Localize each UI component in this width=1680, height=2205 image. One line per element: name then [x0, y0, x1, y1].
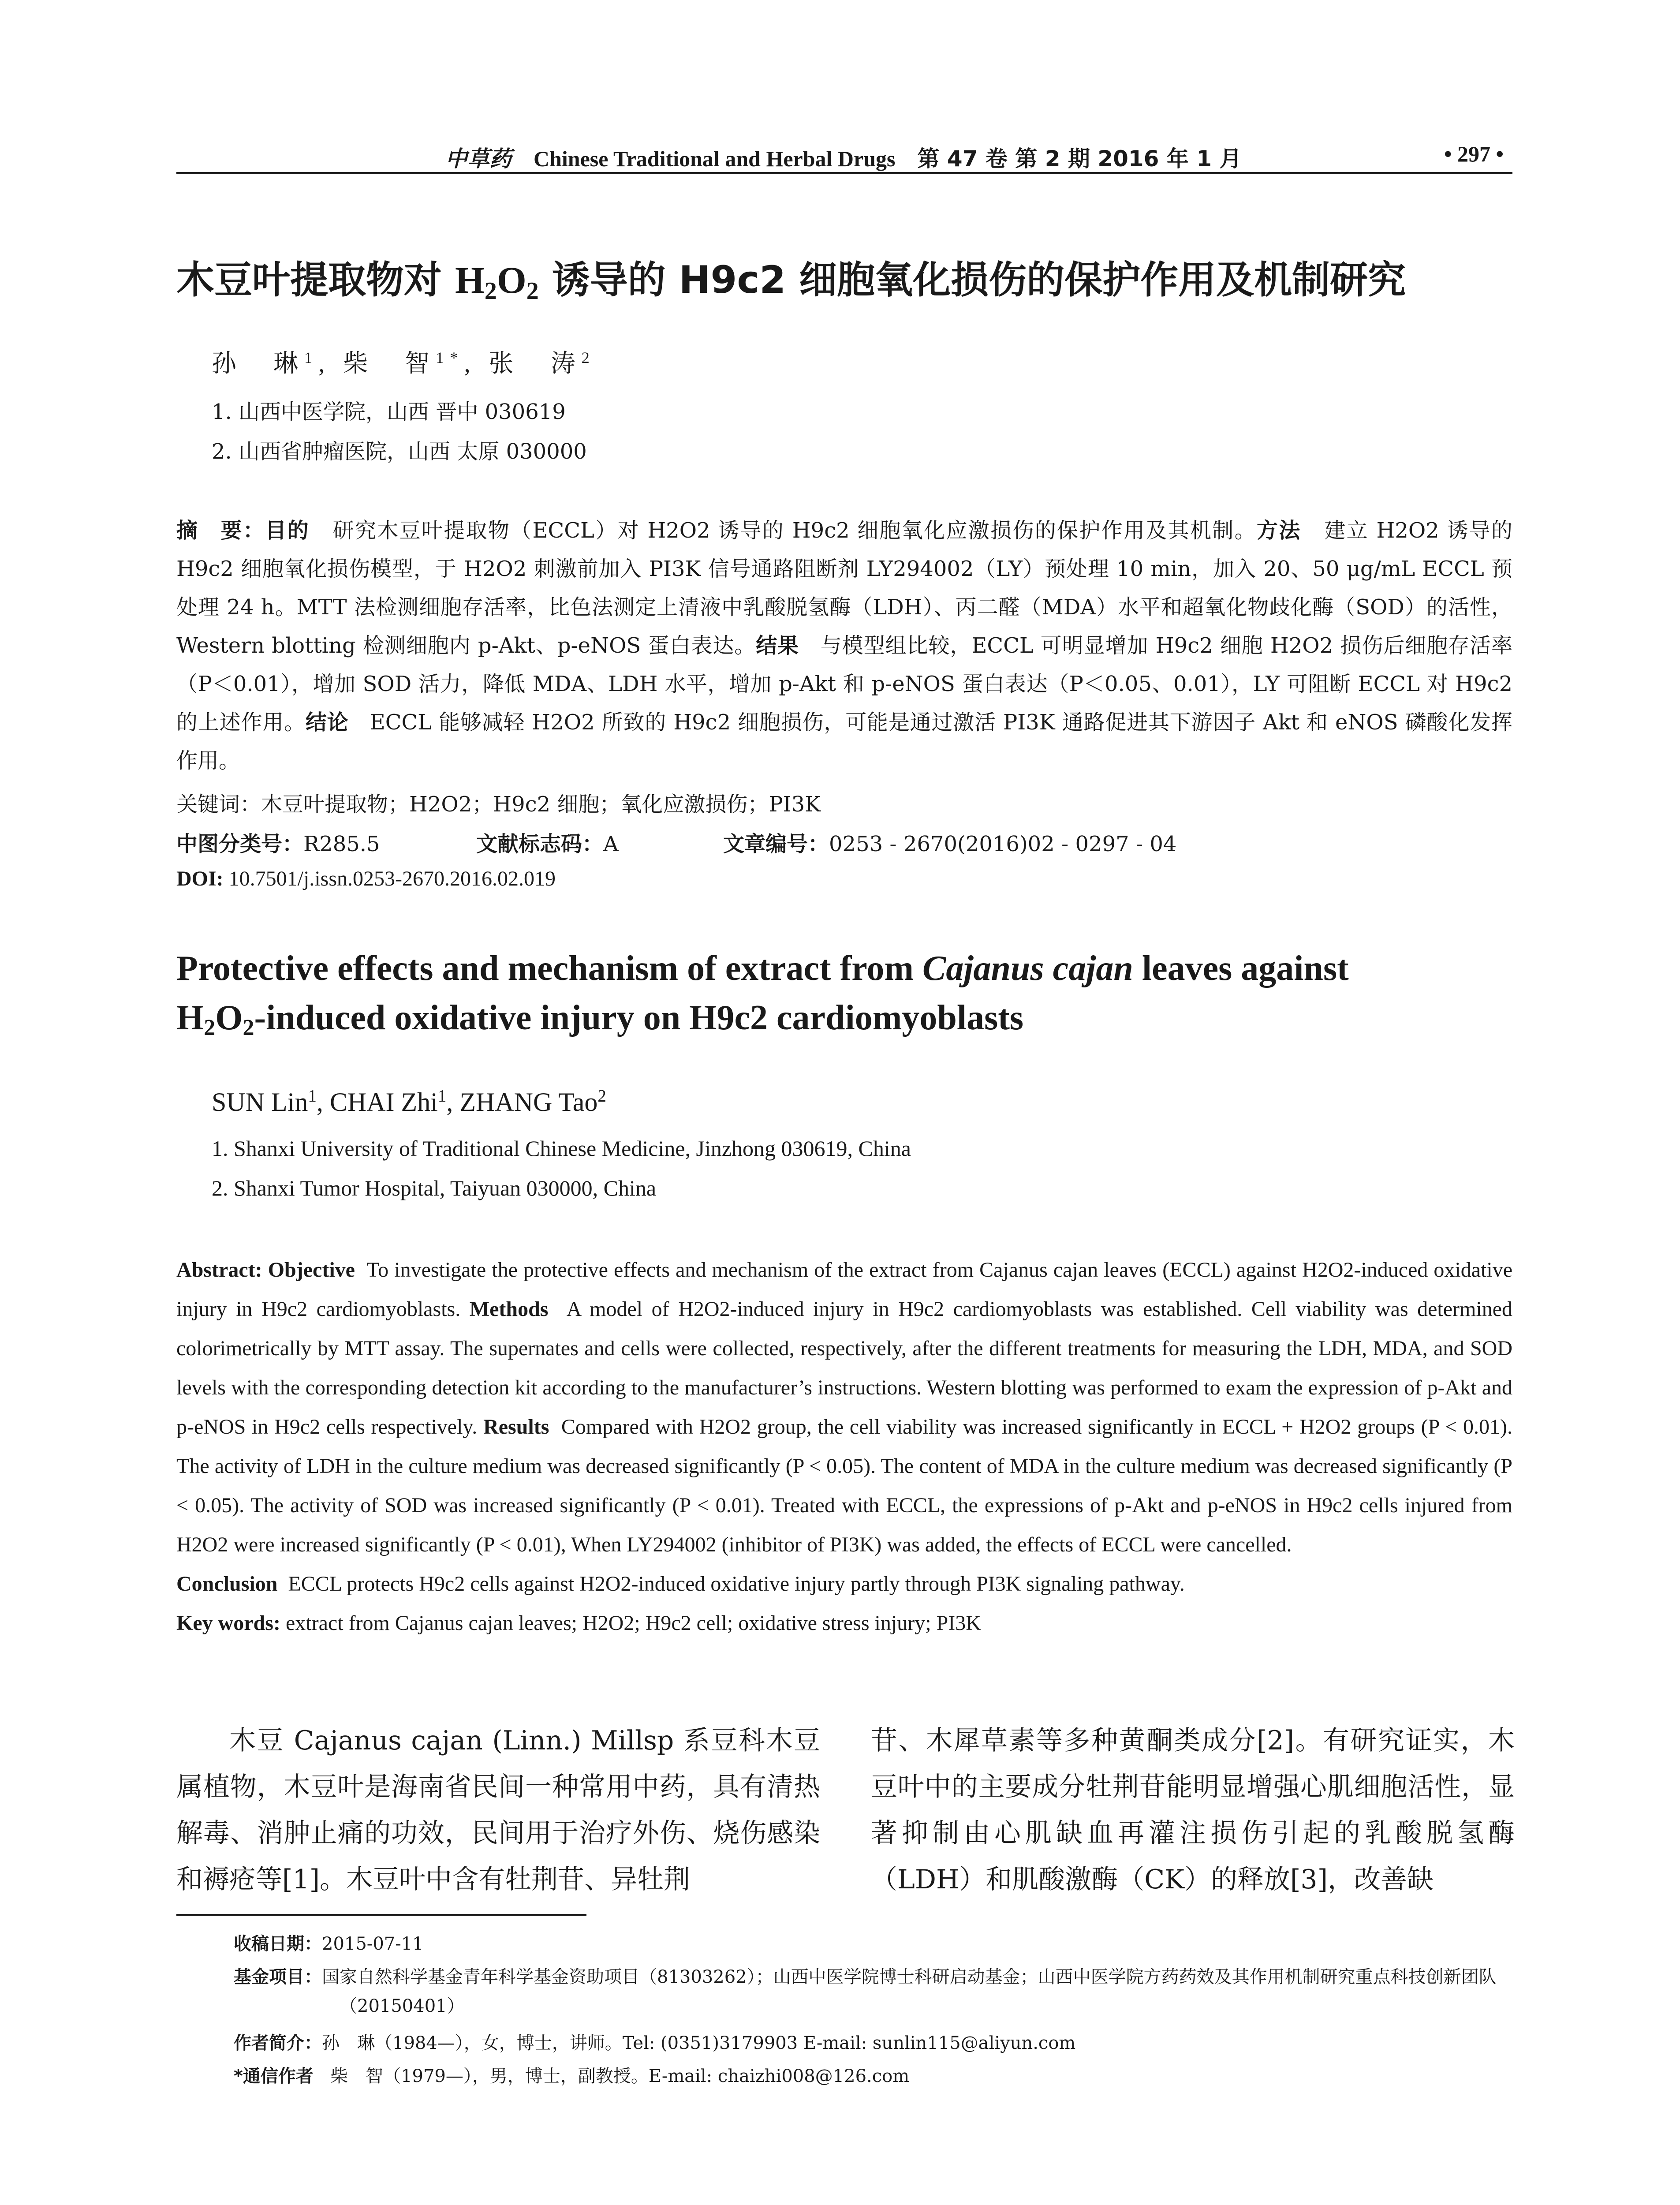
- doc-code-label: 文献标志码：: [476, 832, 604, 856]
- footnote-corresponding: [234, 2062, 1512, 2091]
- en-results-label: Results: [483, 1415, 549, 1439]
- en-methods-label: Methods: [469, 1297, 549, 1321]
- en-affiliation-1: 1. Shanxi University of Traditional Chinese Medicine, Jinzhong 030619, China: [212, 1136, 911, 1161]
- en-methods-text: A model of H2O2-induced injury in H9c2 cardiomyoblasts was established. Cell viability was determined colorimetrically by MTT assay. The supernates and cells were collected, respectively, after the different treatments for measuring the LDH, MDA, and SOD levels with the corresponding detection kit according to the manufacturer’s instructions. Western blotting was performed to exam the expression of p-Akt and p-eNOS in H9c2 cells respectively.: [176, 1297, 1513, 1439]
- page-number: • 297 •: [1444, 142, 1504, 166]
- journal-en-name: Chinese Traditional and Herbal Drugs: [534, 146, 896, 171]
- en-keywords-text: extract from Cajanus cajan leaves; H2O2; H9c2 cell; oxidative stress injury; PI3K: [285, 1611, 981, 1635]
- cn-title-part-a: 木豆叶提取物对: [176, 258, 455, 302]
- cn-keywords-label: 关键词：: [176, 792, 261, 817]
- cn-author-1-sup: 1: [304, 348, 319, 366]
- en-affiliation-2: 2. Shanxi Tumor Hospital, Taiyuan 030000, China: [212, 1176, 657, 1200]
- body-column-1: 木豆 Cajanus cajan (Linn.) Millsp 系豆科木豆属植物，木豆叶是海南省民间一种常用中药，具有清热解毒、消肿止痛的功效，民间用于治疗外伤、烧伤感染和褥疮等[1]。木豆叶中含有牡荆苷、异牡荆: [176, 1725, 820, 1895]
- cn-conclusion-label: 结论: [305, 710, 349, 735]
- doi-value: 10.7501/j.issn.0253-2670.2016.02.019: [228, 867, 556, 890]
- article-no-value: 0253 - 2670(2016)02 - 0297 - 04: [829, 832, 1177, 856]
- doi-line: [176, 867, 556, 891]
- cn-keywords-text: 木豆叶提取物；H2O2；H9c2 细胞；氧化应激损伤；PI3K: [261, 792, 821, 817]
- article-no-label: 文章编号：: [723, 832, 829, 856]
- doc-code-value: A: [603, 832, 619, 856]
- en-title-line2: -induced oxidative injury on H9c2 cardiomyoblasts: [254, 998, 1023, 1037]
- body-column-2: 苷、木犀草素等多种黄酮类成分[2]。有研究证实，木豆叶中的主要成分牡荆苷能明显增强心肌细胞活性，显著抑制由心肌缺血再灌注损伤引起的乳酸脱氢酶（LDH）和肌酸激酶（CK）的释放[3]，改善缺: [871, 1725, 1515, 1895]
- en-objective-text: To investigate the protective effects and mechanism of the extract from Cajanus cajan leaves (ECCL) against H2O2-induced oxidative injury in H9c2 cardiomyoblasts.: [176, 1258, 1513, 1321]
- cn-classification: [176, 827, 1176, 857]
- doc-code-block: [476, 827, 723, 857]
- clc-label: 中图分类号：: [176, 832, 304, 856]
- cn-author-1: 孙 琳: [212, 350, 304, 377]
- cn-author-3: 张 涛: [489, 350, 582, 377]
- cn-abstract: [176, 512, 1512, 780]
- cn-affiliation-2: 2. 山西省肿瘤医院，山西 太原 030000: [212, 439, 587, 464]
- cn-methods-label: 方法: [1256, 518, 1301, 543]
- footnote-author: [234, 2029, 1512, 2058]
- en-author-2: CHAI Zhi: [329, 1088, 438, 1117]
- journal-issue: 第 47 卷 第 2 期 2016 年 1 月: [917, 146, 1242, 172]
- cn-conclusion-text: ECCL 能够减轻 H2O2 所致的 H9c2 细胞损伤，可能是通过激活 PI3K 通路促进其下游因子 Akt 和 eNOS 磷酸化发挥作用。: [176, 710, 1512, 773]
- footnote-received: [234, 1929, 1512, 1958]
- en-abstract: [176, 1250, 1512, 1643]
- en-authors: SUN Lin$^1$, CHAI Zhi$^1$, ZHANG Tao$^2$: [212, 1086, 606, 1117]
- cn-abstract-label: 摘 要：: [176, 518, 265, 543]
- footnote-divider: [176, 1914, 586, 1916]
- cn-objective-label: 目的: [265, 518, 310, 543]
- fund-line: [234, 1962, 1512, 2021]
- en-title: [176, 944, 1521, 1043]
- doi-label: DOI:: [176, 867, 224, 890]
- en-objective-label: Objective: [268, 1258, 355, 1282]
- en-author-1: SUN Lin: [212, 1088, 308, 1117]
- author-label: 作者简介：: [234, 2033, 322, 2053]
- corr-label: *通信作者: [234, 2066, 314, 2086]
- author-text: 孙 琳（1984—），女，博士，讲师。Tel: (0351)3179903 E-mail: sunlin115@aliyun.com: [322, 2033, 1076, 2053]
- en-author-1-sup: 1: [308, 1086, 317, 1106]
- fund-label: 基金项目：: [234, 1967, 322, 1987]
- cn-keywords: [176, 787, 821, 818]
- journal-line: [445, 141, 1241, 173]
- journal-cn-name: 中草药: [445, 146, 511, 172]
- corr-text: 柴 智（1979—），男，博士，副教授。E-mail: chaizhi008@126.com: [330, 2066, 910, 2086]
- cn-title: [176, 249, 1521, 304]
- en-abstract-label: Abstract:: [176, 1258, 262, 1282]
- en-title-line1-b: leaves against: [1133, 949, 1349, 988]
- cn-affiliation-1: 1. 山西中医学院，山西 晋中 030619: [212, 400, 566, 424]
- running-header: [176, 141, 1512, 174]
- cn-author-2-sup: 1*: [436, 348, 464, 366]
- clc-value: R285.5: [303, 832, 380, 856]
- cn-title-h2o2: $H_2O_2$: [455, 259, 539, 305]
- en-results-text: Compared with H2O2 group, the cell viability was increased significantly in ECCL + H2O2 groups (P < 0.01). The activity of LDH in the culture medium was decreased significantly (P < 0.05). The content of MDA in the culture medium was decreased significantly (P < 0.05). The activity of SOD was increased significantly (P < 0.01). Treated with ECCL, the expressions of p-Akt and p-eNOS in H9c2 cells injured from H2O2 were increased significantly (P < 0.01), When LY294002 (inhibitor of PI3K) was added, the effects of ECCL were cancelled.: [176, 1415, 1513, 1556]
- cn-results-label: 结果: [756, 633, 799, 658]
- cn-title-part-b: 诱导的 H9c2 细胞氧化损伤的保护作用及机制研究: [538, 258, 1406, 302]
- en-author-2-sup: 1: [437, 1086, 447, 1106]
- cn-authors: 孙 琳$^1$, 柴 智$^{1*}$, 张 涛$^2$: [212, 348, 596, 377]
- en-title-h2o2: $H_2O_2$: [176, 998, 254, 1040]
- article-no-block: [723, 827, 1176, 857]
- en-author-3: ZHANG Tao: [459, 1088, 598, 1117]
- en-conclusion-label: Conclusion: [176, 1572, 278, 1596]
- en-title-line1-italic: Cajanus cajan: [922, 949, 1133, 988]
- fund-text: 国家自然科学基金青年科学基金资助项目（81303262）；山西中医学院博士科研启动基金；山西中医学院方药药效及其作用机制研究重点科技创新团队（20150401）: [322, 1967, 1497, 2016]
- cn-author-3-sup: 2: [581, 348, 596, 366]
- received-label: 收稿日期：: [234, 1934, 322, 1954]
- cn-objective-text: 研究木豆叶提取物（ECCL）对 H2O2 诱导的 H9c2 细胞氧化应激损伤的保护作用及其机制。: [332, 518, 1257, 543]
- footnote-fund: [234, 1962, 1512, 2021]
- en-author-3-sup: 2: [597, 1086, 606, 1106]
- cn-methods-text: 建立 H2O2 诱导的 H9c2 细胞氧化损伤模型，于 H2O2 刺激前加入 PI3K 信号通路阻断剂 LY294002（LY）预处理 10 min，加入 20、50 μg/mL ECCL 预处理 24 h。MTT 法检测细胞存活率，比色法测定上清液中乳酸脱氢酶（LDH）、丙二醛（MDA）水平和超氧化物歧化酶（SOD）的活性，Western blotting 检测细胞内 p-Akt、p-eNOS 蛋白表达。: [176, 518, 1512, 658]
- received-date: 2015-07-11: [322, 1934, 424, 1954]
- cn-author-2: 柴 智: [343, 350, 436, 377]
- clc-block: [176, 827, 476, 857]
- cn-results-text: 与模型组比较，ECCL 可明显增加 H9c2 细胞 H2O2 损伤后细胞存活率（P＜0.01），增加 SOD 活力，降低 MDA、LDH 水平，增加 p-Akt 和 p-eNOS 蛋白表达（P＜0.05、0.01），LY 可阻断 ECCL 对 H9c2 的上述作用。: [176, 633, 1512, 735]
- en-title-line1-a: Protective effects and mechanism of extract from: [176, 949, 922, 988]
- en-conclusion-text: ECCL protects H9c2 cells against H2O2-induced oxidative injury partly through PI3K signaling pathway.: [288, 1572, 1185, 1596]
- en-keywords-label: Key words:: [176, 1611, 280, 1635]
